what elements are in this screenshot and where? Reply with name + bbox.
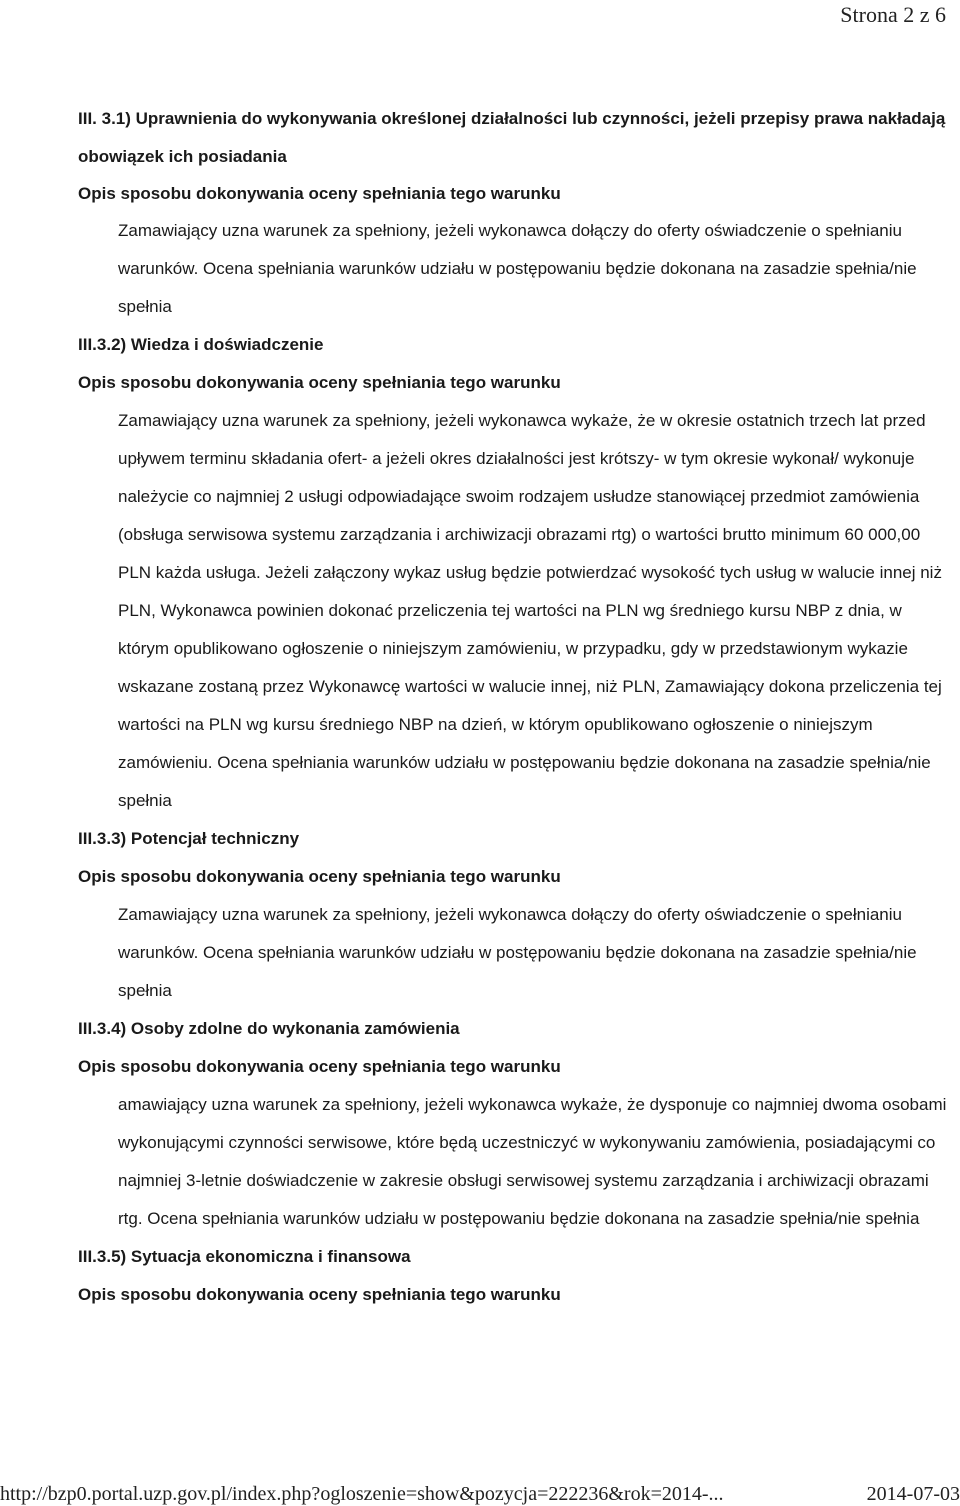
footer-url[interactable]: http://bzp0.portal.uzp.gov.pl/index.php?ogloszenie=show&pozycja=222236&rok=2014-...	[0, 1483, 724, 1505]
document-body	[78, 100, 950, 1314]
section-heading: III. 3.1) Uprawnienia do wykonywania określonej działalności lub czynności, jeżeli przepisy prawa nakładają obowiązek ich posiadania	[78, 109, 946, 166]
section-3-5	[78, 1238, 950, 1314]
section-heading: III.3.3) Potencjał techniczny	[78, 829, 300, 848]
section-3-1	[78, 100, 950, 326]
assessment-label: Opis sposobu dokonywania oceny spełniania tego warunku	[78, 1285, 561, 1304]
section-text: amawiający uzna warunek za spełniony, jeżeli wykonawca wykaże, że dysponuje co najmniej dwoma osobami wykonującymi czynności serwisowe, które będą uczestniczyć w wykonywaniu zamówienia, posiadającymi co najmniej 3-letnie doświadczenie w zakresie obsługi serwisowej systemu zarządzania i archiwizacji obrazami rtg. Ocena spełniania warunków udziału w postępowaniu będzie dokonana na zasadzie spełnia/nie spełnia	[118, 1095, 947, 1228]
assessment-label: Opis sposobu dokonywania oceny spełniania tego warunku	[78, 373, 561, 392]
section-3-2	[78, 326, 950, 820]
assessment-label: Opis sposobu dokonywania oceny spełniania tego warunku	[78, 867, 561, 886]
assessment-label: Opis sposobu dokonywania oceny spełniania tego warunku	[78, 1057, 561, 1076]
section-heading: III.3.2) Wiedza i doświadczenie	[78, 335, 324, 354]
section-text: Zamawiający uzna warunek za spełniony, jeżeli wykonawca wykaże, że w okresie ostatnich trzech lat przed upływem terminu składania ofert- a jeżeli okres działalności jest krótszy- w tym okresie wykonał/ wykonuje należycie co najmniej 2 usługi odpowiadające swoim rodzajem usłudze stanowiącej przedmiot zamówienia (obsługa serwisowa systemu zarządzania i archiwizacji obrazami rtg) o wartości brutto minimum 60 000,00 PLN każda usługa. Jeżeli załączony wykaz usług będzie potwierdzać wysokość tych usług w walucie innej niż PLN, Wykonawca powinien dokonać przeliczenia tej wartości na PLN wg średniego kursu NBP z dnia, w którym opublikowano ogłoszenie o niniejszym zamówieniu, w przypadku, gdy w przedstawionym wykazie wskazane zostaną przez Wykonawcę wartości w walucie innej, niż PLN, Zamawiający dokona przeliczenia tej wartości na PLN wg kursu średniego NBP na dzień, w którym opublikowano ogłoszenie o niniejszym zamówieniu. Ocena spełniania warunków udziału w postępowaniu będzie dokonana na zasadzie spełnia/nie spełnia	[118, 411, 942, 810]
page-number: Strona 2 z 6	[840, 2, 946, 27]
section-text: Zamawiający uzna warunek za spełniony, jeżeli wykonawca dołączy do oferty oświadczenie o spełnianiu warunków. Ocena spełniania warunków udziału w postępowaniu będzie dokonana na zasadzie spełnia/nie spełnia	[118, 221, 917, 316]
assessment-label: Opis sposobu dokonywania oceny spełniania tego warunku	[78, 184, 561, 203]
section-heading: III.3.4) Osoby zdolne do wykonania zamówienia	[78, 1019, 460, 1038]
footer-date: 2014-07-03	[866, 1483, 960, 1505]
section-3-4	[78, 1010, 950, 1238]
section-3-3	[78, 820, 950, 1010]
section-text: Zamawiający uzna warunek za spełniony, jeżeli wykonawca dołączy do oferty oświadczenie o spełnianiu warunków. Ocena spełniania warunków udziału w postępowaniu będzie dokonana na zasadzie spełnia/nie spełnia	[118, 905, 917, 1000]
section-heading: III.3.5) Sytuacja ekonomiczna i finansowa	[78, 1247, 411, 1266]
